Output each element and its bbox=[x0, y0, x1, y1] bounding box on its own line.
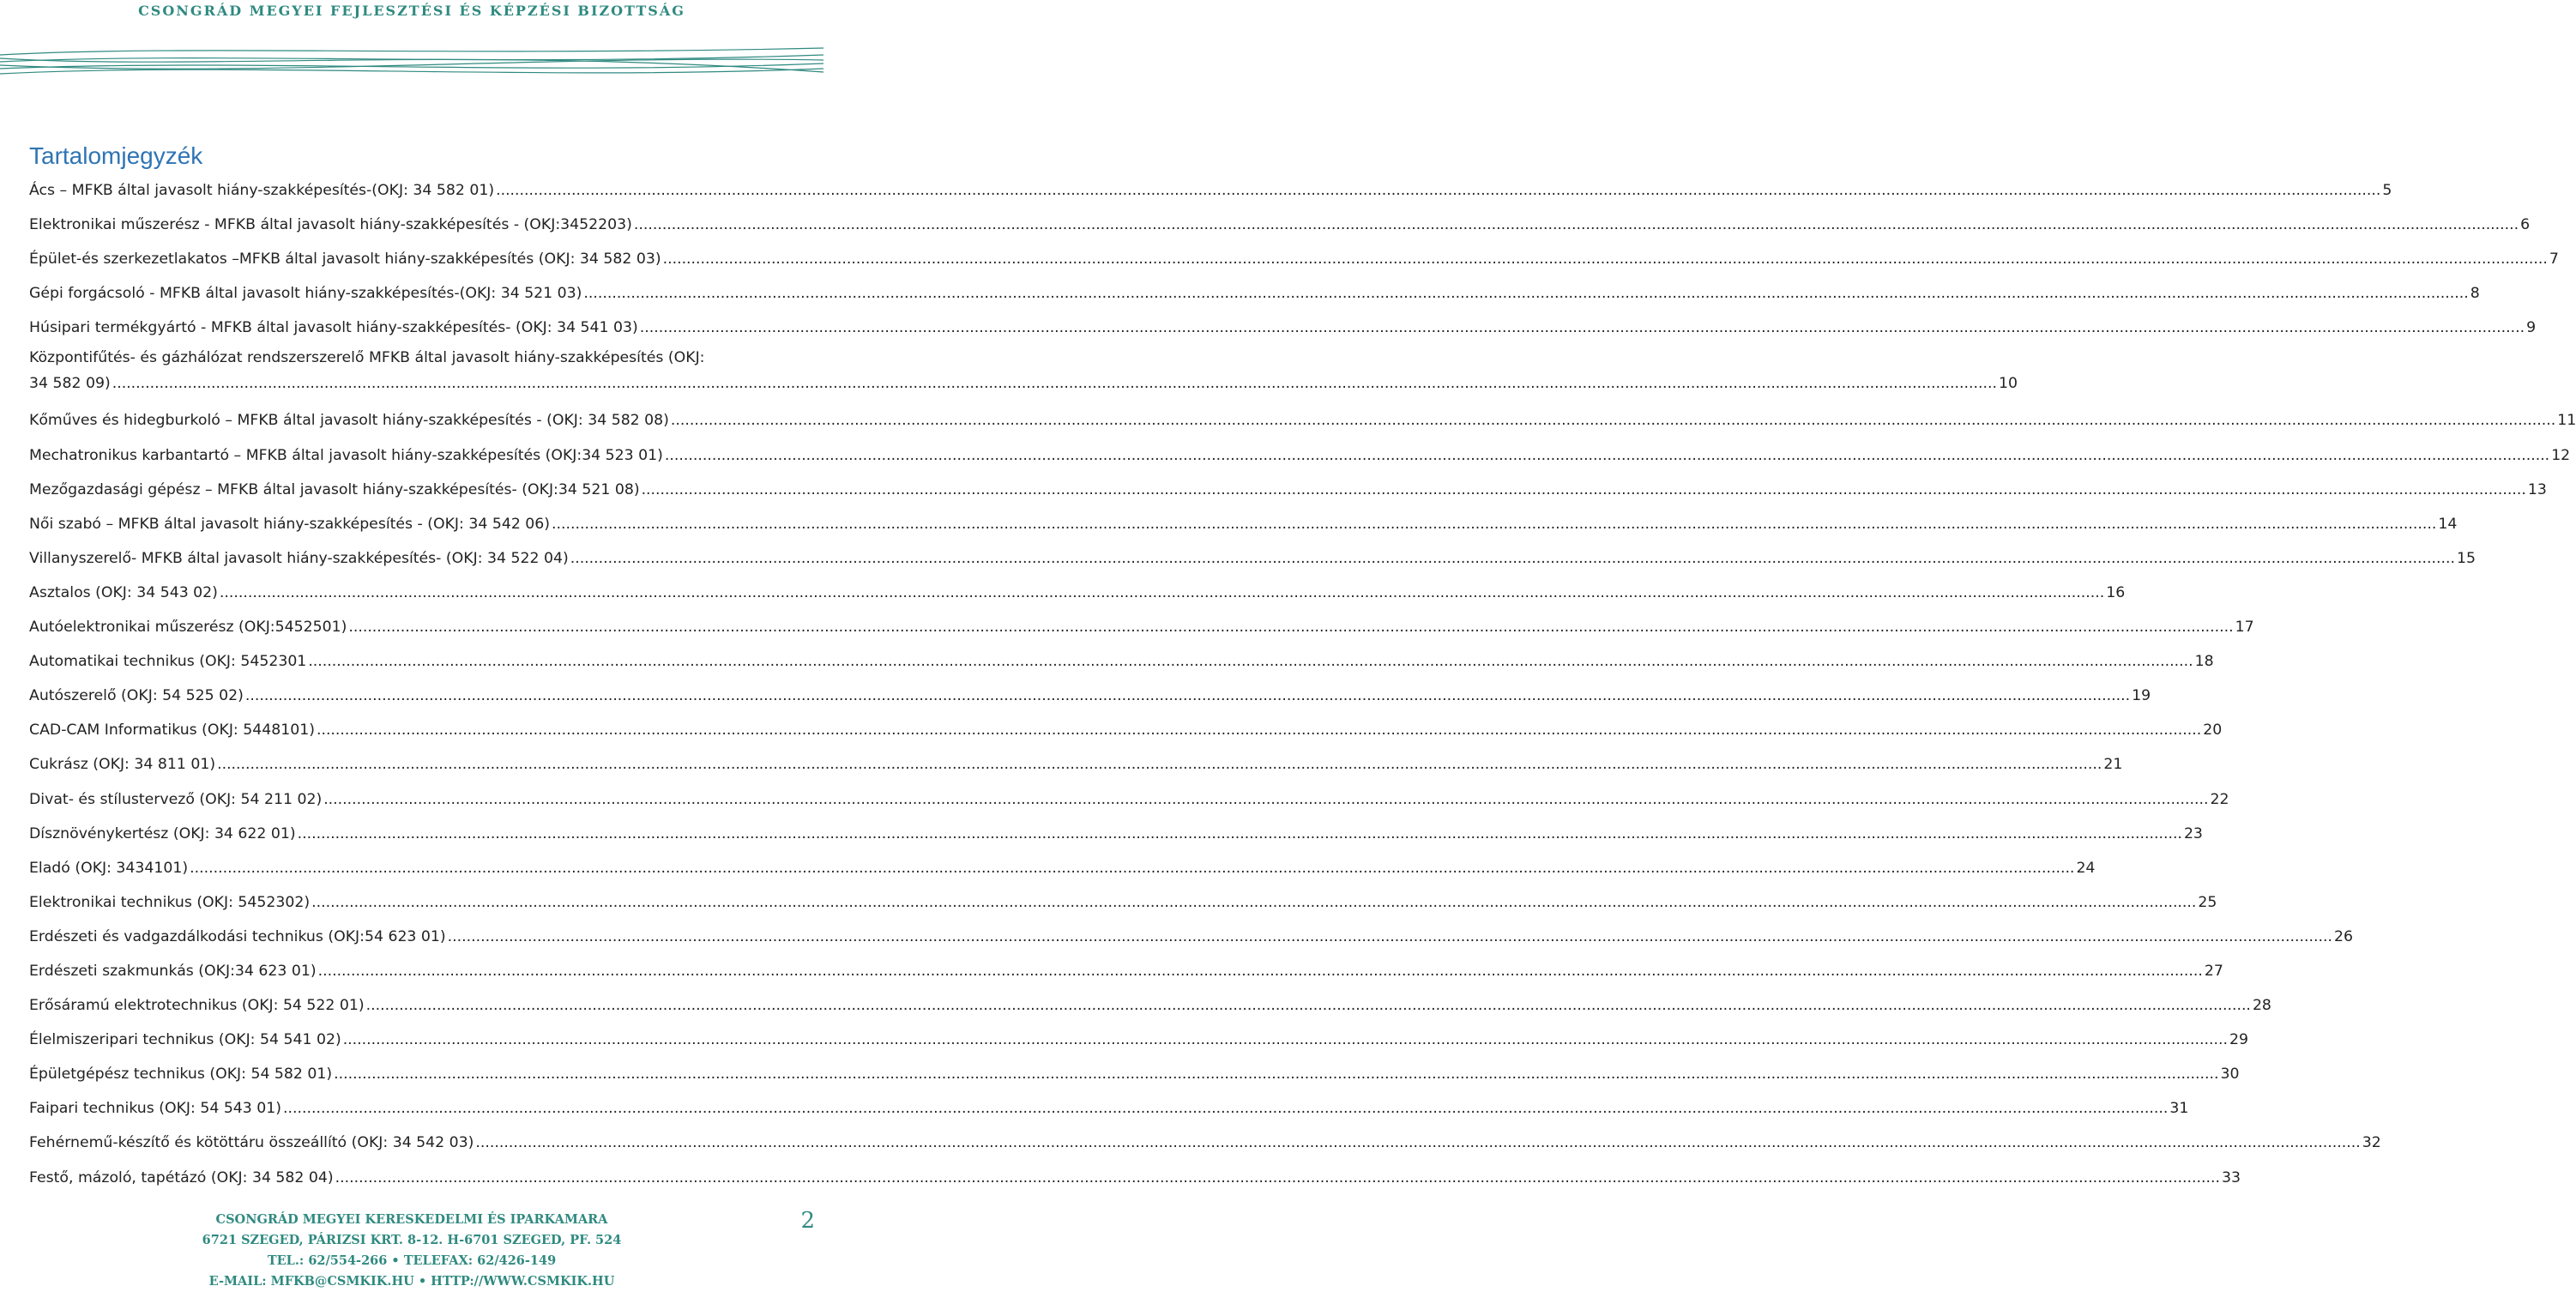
page-header bbox=[0, 0, 823, 31]
toc-page-number: 21 bbox=[2103, 756, 2123, 774]
toc-entry[interactable] bbox=[29, 817, 2203, 851]
toc-dot-leader: ................................................................................................................................................................................................................................................................................................................................................................................................................ bbox=[317, 962, 2203, 980]
toc-page-number: 29 bbox=[2229, 1031, 2248, 1049]
toc-entry-title: Elektronikai technikus (OKJ: 5452302) bbox=[29, 893, 311, 911]
toc-entry[interactable] bbox=[29, 988, 2271, 1023]
toc-dot-leader: ................................................................................................................................................................................................................................................................................................................................................................................................................ bbox=[670, 412, 2556, 430]
toc-dot-leader: ................................................................................................................................................................................................................................................................................................................................................................................................................ bbox=[112, 375, 1997, 393]
toc-dot-leader: ................................................................................................................................................................................................................................................................................................................................................................................................................ bbox=[662, 251, 2548, 269]
toc-page-number: 24 bbox=[2076, 859, 2096, 877]
toc-entry[interactable] bbox=[29, 954, 2223, 988]
toc-dot-leader: ................................................................................................................................................................................................................................................................................................................................................................................................................ bbox=[311, 893, 2197, 911]
toc-dot-leader: ................................................................................................................................................................................................................................................................................................................................................................................................................ bbox=[447, 927, 2332, 945]
toc-dot-leader: ................................................................................................................................................................................................................................................................................................................................................................................................................ bbox=[323, 790, 2209, 808]
toc-entry-title: Női szabó – MFKB által javasolt hiány-szakképesítés - (OKJ: 34 542 06) bbox=[29, 515, 551, 533]
decorative-waves bbox=[0, 36, 823, 96]
toc-page-number: 16 bbox=[2106, 583, 2126, 601]
toc-entry-title: Húsipari termékgyártó - MFKB által javasolt hiány-szakképesítés- (OKJ: 34 541 03) bbox=[29, 319, 638, 337]
toc-entry[interactable] bbox=[29, 885, 2217, 920]
toc-page-number: 33 bbox=[2221, 1168, 2241, 1186]
toc-page-number: 11 bbox=[2557, 412, 2576, 430]
toc-entry[interactable] bbox=[29, 747, 2123, 782]
toc-entry-title: Dísznövénykertész (OKJ: 34 622 01) bbox=[29, 824, 296, 842]
toc-dot-leader: ................................................................................................................................................................................................................................................................................................................................................................................................................ bbox=[190, 859, 2075, 877]
toc-page-number: 8 bbox=[2470, 285, 2480, 303]
toc-entry-title: Erdészeti és vadgazdálkodási technikus (OKJ:54 623 01) bbox=[29, 927, 446, 945]
toc-page-number: 12 bbox=[2551, 446, 2571, 464]
toc-entry[interactable] bbox=[29, 173, 2392, 208]
toc-entry[interactable] bbox=[29, 473, 2547, 507]
toc-page-number: 22 bbox=[2210, 790, 2229, 808]
toc-entry[interactable] bbox=[29, 782, 2229, 817]
toc-page-number: 15 bbox=[2457, 549, 2476, 567]
toc-page-number: 30 bbox=[2220, 1066, 2240, 1084]
toc-dot-leader: ................................................................................................................................................................................................................................................................................................................................................................................................................ bbox=[583, 285, 2469, 303]
toc-entry-title: Központifűtés- és gázhálózat rendszerszerelő MFKB által javasolt hiány-szakképesítés (OKJ: bbox=[29, 349, 705, 367]
toc-page-number: 31 bbox=[2169, 1100, 2189, 1118]
toc-entry[interactable] bbox=[29, 345, 2018, 403]
toc-entry[interactable] bbox=[29, 644, 2214, 679]
toc-page-number: 7 bbox=[2549, 251, 2559, 269]
toc-page-number: 10 bbox=[1999, 375, 2018, 393]
toc-entry-title-continued: 34 582 09) bbox=[29, 375, 111, 393]
toc-entry[interactable] bbox=[29, 1091, 2189, 1126]
toc-entry-title: Eladó (OKJ: 3434101) bbox=[29, 859, 189, 877]
toc-entry-title: Cukrász (OKJ: 34 811 01) bbox=[29, 756, 216, 774]
toc-entry[interactable] bbox=[29, 851, 2096, 885]
toc-entry[interactable] bbox=[29, 679, 2151, 713]
toc-dot-leader: ................................................................................................................................................................................................................................................................................................................................................................................................................ bbox=[552, 515, 2437, 533]
toc-entry-title: Villanyszerelő- MFKB által javasolt hiány-szakképesítés- (OKJ: 34 522 04) bbox=[29, 549, 569, 567]
toc-entry-title: Kőműves és hidegburkoló – MFKB által javasolt hiány-szakképesítés - (OKJ: 34 582 08) bbox=[29, 412, 669, 430]
toc-entry-title: Asztalos (OKJ: 34 543 02) bbox=[29, 583, 218, 601]
toc-dot-leader: ................................................................................................................................................................................................................................................................................................................................................................................................................ bbox=[365, 997, 2251, 1015]
toc-entry[interactable] bbox=[29, 507, 2458, 541]
toc-dot-leader: ................................................................................................................................................................................................................................................................................................................................................................................................................ bbox=[664, 446, 2550, 464]
toc-entry[interactable] bbox=[29, 1057, 2240, 1091]
footer-organization: CSONGRÁD MEGYEI KERESKEDELMI ÉS IPARKAMARA bbox=[215, 1212, 608, 1227]
toc-entry-title: Mechatronikus karbantartó – MFKB által javasolt hiány-szakképesítés (OKJ:34 523 01) bbox=[29, 446, 663, 464]
toc-page-number: 32 bbox=[2362, 1134, 2381, 1152]
toc-dot-leader: ................................................................................................................................................................................................................................................................................................................................................................................................................ bbox=[316, 721, 2202, 740]
toc-entry[interactable] bbox=[29, 576, 2126, 610]
toc-entry-title: Erdészeti szakmunkás (OKJ:34 623 01) bbox=[29, 962, 317, 980]
toc-entry-title: Gépi forgácsoló - MFKB által javasolt hiány-szakképesítés-(OKJ: 34 521 03) bbox=[29, 285, 582, 303]
toc-page-number: 23 bbox=[2183, 824, 2203, 842]
toc-entry[interactable] bbox=[29, 1161, 2241, 1195]
toc-page-number: 20 bbox=[2203, 721, 2223, 740]
toc-entry[interactable] bbox=[29, 276, 2480, 311]
footer-phone: TEL.: 62/554-266 • TELEFAX: 62/426-149 bbox=[267, 1253, 557, 1268]
toc-page-number: 5 bbox=[2382, 182, 2392, 199]
toc-entry[interactable] bbox=[29, 311, 2537, 345]
toc-entry-title: Autószerelő (OKJ: 54 525 02) bbox=[29, 687, 244, 705]
toc-page-number: 26 bbox=[2333, 927, 2353, 945]
toc-entry-title: Épületgépész technikus (OKJ: 54 582 01) bbox=[29, 1066, 333, 1084]
toc-entry-title: Erősáramú elektrotechnikus (OKJ: 54 522 01) bbox=[29, 997, 365, 1015]
toc-entry-title: Autóelektronikai műszerész (OKJ:5452501) bbox=[29, 619, 347, 637]
toc-entry[interactable] bbox=[29, 713, 2223, 747]
toc-page-number: 27 bbox=[2204, 962, 2223, 980]
toc-entry[interactable] bbox=[29, 1126, 2381, 1160]
toc-entry-title: Automatikai technikus (OKJ: 5452301 bbox=[29, 653, 307, 671]
toc-entry-title: Elektronikai műszerész - MFKB által javasolt hiány-szakképesítés - (OKJ:3452203) bbox=[29, 216, 632, 234]
toc-entry-title: Mezőgazdasági gépész – MFKB által javasolt hiány-szakképesítés- (OKJ:34 521 08) bbox=[29, 480, 640, 498]
header-title: CSONGRÁD MEGYEI FEJLESZTÉSI ÉS KÉPZÉSI BIZOTTSÁG bbox=[138, 3, 685, 19]
toc-entry-title: CAD-CAM Informatikus (OKJ: 5448101) bbox=[29, 721, 315, 740]
toc-page-number: 25 bbox=[2198, 893, 2217, 911]
toc-dot-leader: ................................................................................................................................................................................................................................................................................................................................................................................................................ bbox=[639, 319, 2525, 337]
toc-dot-leader: ................................................................................................................................................................................................................................................................................................................................................................................................................ bbox=[633, 216, 2519, 234]
toc-entry[interactable] bbox=[29, 920, 2353, 954]
toc-dot-leader: ................................................................................................................................................................................................................................................................................................................................................................................................................ bbox=[496, 182, 2381, 199]
toc-entry-title: Fehérnemű-készítő és kötöttáru összeállító (OKJ: 34 542 03) bbox=[29, 1134, 474, 1152]
toc-dot-leader: ................................................................................................................................................................................................................................................................................................................................................................................................................ bbox=[335, 1168, 2220, 1186]
toc-heading: Tartalomjegyzék bbox=[29, 142, 203, 169]
toc-dot-leader: ................................................................................................................................................................................................................................................................................................................................................................................................................ bbox=[570, 549, 2455, 567]
toc-dot-leader: ................................................................................................................................................................................................................................................................................................................................................................................................................ bbox=[348, 619, 2234, 637]
toc-dot-leader: ................................................................................................................................................................................................................................................................................................................................................................................................................ bbox=[219, 583, 2105, 601]
toc-page-number: 28 bbox=[2252, 997, 2271, 1015]
table-of-contents bbox=[29, 173, 2576, 1195]
toc-dot-leader: ................................................................................................................................................................................................................................................................................................................................................................................................................ bbox=[297, 824, 2182, 842]
toc-dot-leader: ................................................................................................................................................................................................................................................................................................................................................................................................................ bbox=[308, 653, 2193, 671]
toc-entry-title: Ács – MFKB által javasolt hiány-szakképesítés-(OKJ: 34 582 01) bbox=[29, 182, 495, 199]
toc-entry-title: Festő, mázoló, tapétázó (OKJ: 34 582 04) bbox=[29, 1168, 334, 1186]
toc-entry[interactable] bbox=[29, 403, 2576, 438]
page-footer bbox=[0, 1210, 823, 1292]
toc-entry-title: Divat- és stílustervező (OKJ: 54 211 02) bbox=[29, 790, 323, 808]
toc-page-number: 18 bbox=[2194, 653, 2214, 671]
toc-page-number: 14 bbox=[2438, 515, 2458, 533]
page-number: 2 bbox=[800, 1208, 815, 1234]
toc-dot-leader: ................................................................................................................................................................................................................................................................................................................................................................................................................ bbox=[641, 480, 2526, 498]
footer-web: E-MAIL: MFKB@CSMKIK.HU • HTTP://WWW.CSMKIK.HU bbox=[208, 1274, 615, 1289]
toc-dot-leader: ................................................................................................................................................................................................................................................................................................................................................................................................................ bbox=[342, 1031, 2228, 1049]
toc-dot-leader: ................................................................................................................................................................................................................................................................................................................................................................................................................ bbox=[244, 687, 2131, 705]
toc-page-number: 9 bbox=[2526, 319, 2537, 337]
toc-page-number: 6 bbox=[2520, 216, 2531, 234]
toc-dot-leader: ................................................................................................................................................................................................................................................................................................................................................................................................................ bbox=[334, 1066, 2219, 1084]
toc-page-number: 19 bbox=[2132, 687, 2151, 705]
toc-entry-title: Faipari technikus (OKJ: 54 543 01) bbox=[29, 1100, 282, 1118]
toc-dot-leader: ................................................................................................................................................................................................................................................................................................................................................................................................................ bbox=[475, 1134, 2361, 1152]
toc-entry-title: Épület-és szerkezetlakatos –MFKB által javasolt hiány-szakképesítés (OKJ: 34 582 03) bbox=[29, 251, 661, 269]
toc-page-number: 17 bbox=[2235, 619, 2254, 637]
toc-entry[interactable] bbox=[29, 610, 2254, 644]
toc-dot-leader: ................................................................................................................................................................................................................................................................................................................................................................................................................ bbox=[217, 756, 2102, 774]
toc-entry[interactable] bbox=[29, 208, 2531, 242]
toc-dot-leader: ................................................................................................................................................................................................................................................................................................................................................................................................................ bbox=[283, 1100, 2169, 1118]
toc-entry[interactable] bbox=[29, 541, 2476, 576]
toc-entry[interactable] bbox=[29, 242, 2559, 276]
toc-entry[interactable] bbox=[29, 438, 2571, 473]
toc-entry-title: Élelmiszeripari technikus (OKJ: 54 541 02) bbox=[29, 1031, 341, 1049]
toc-entry[interactable] bbox=[29, 1023, 2248, 1057]
footer-address: 6721 SZEGED, PÁRIZSI KRT. 8-12. H-6701 SZEGED, PF. 524 bbox=[202, 1233, 622, 1247]
toc-page-number: 13 bbox=[2527, 480, 2547, 498]
